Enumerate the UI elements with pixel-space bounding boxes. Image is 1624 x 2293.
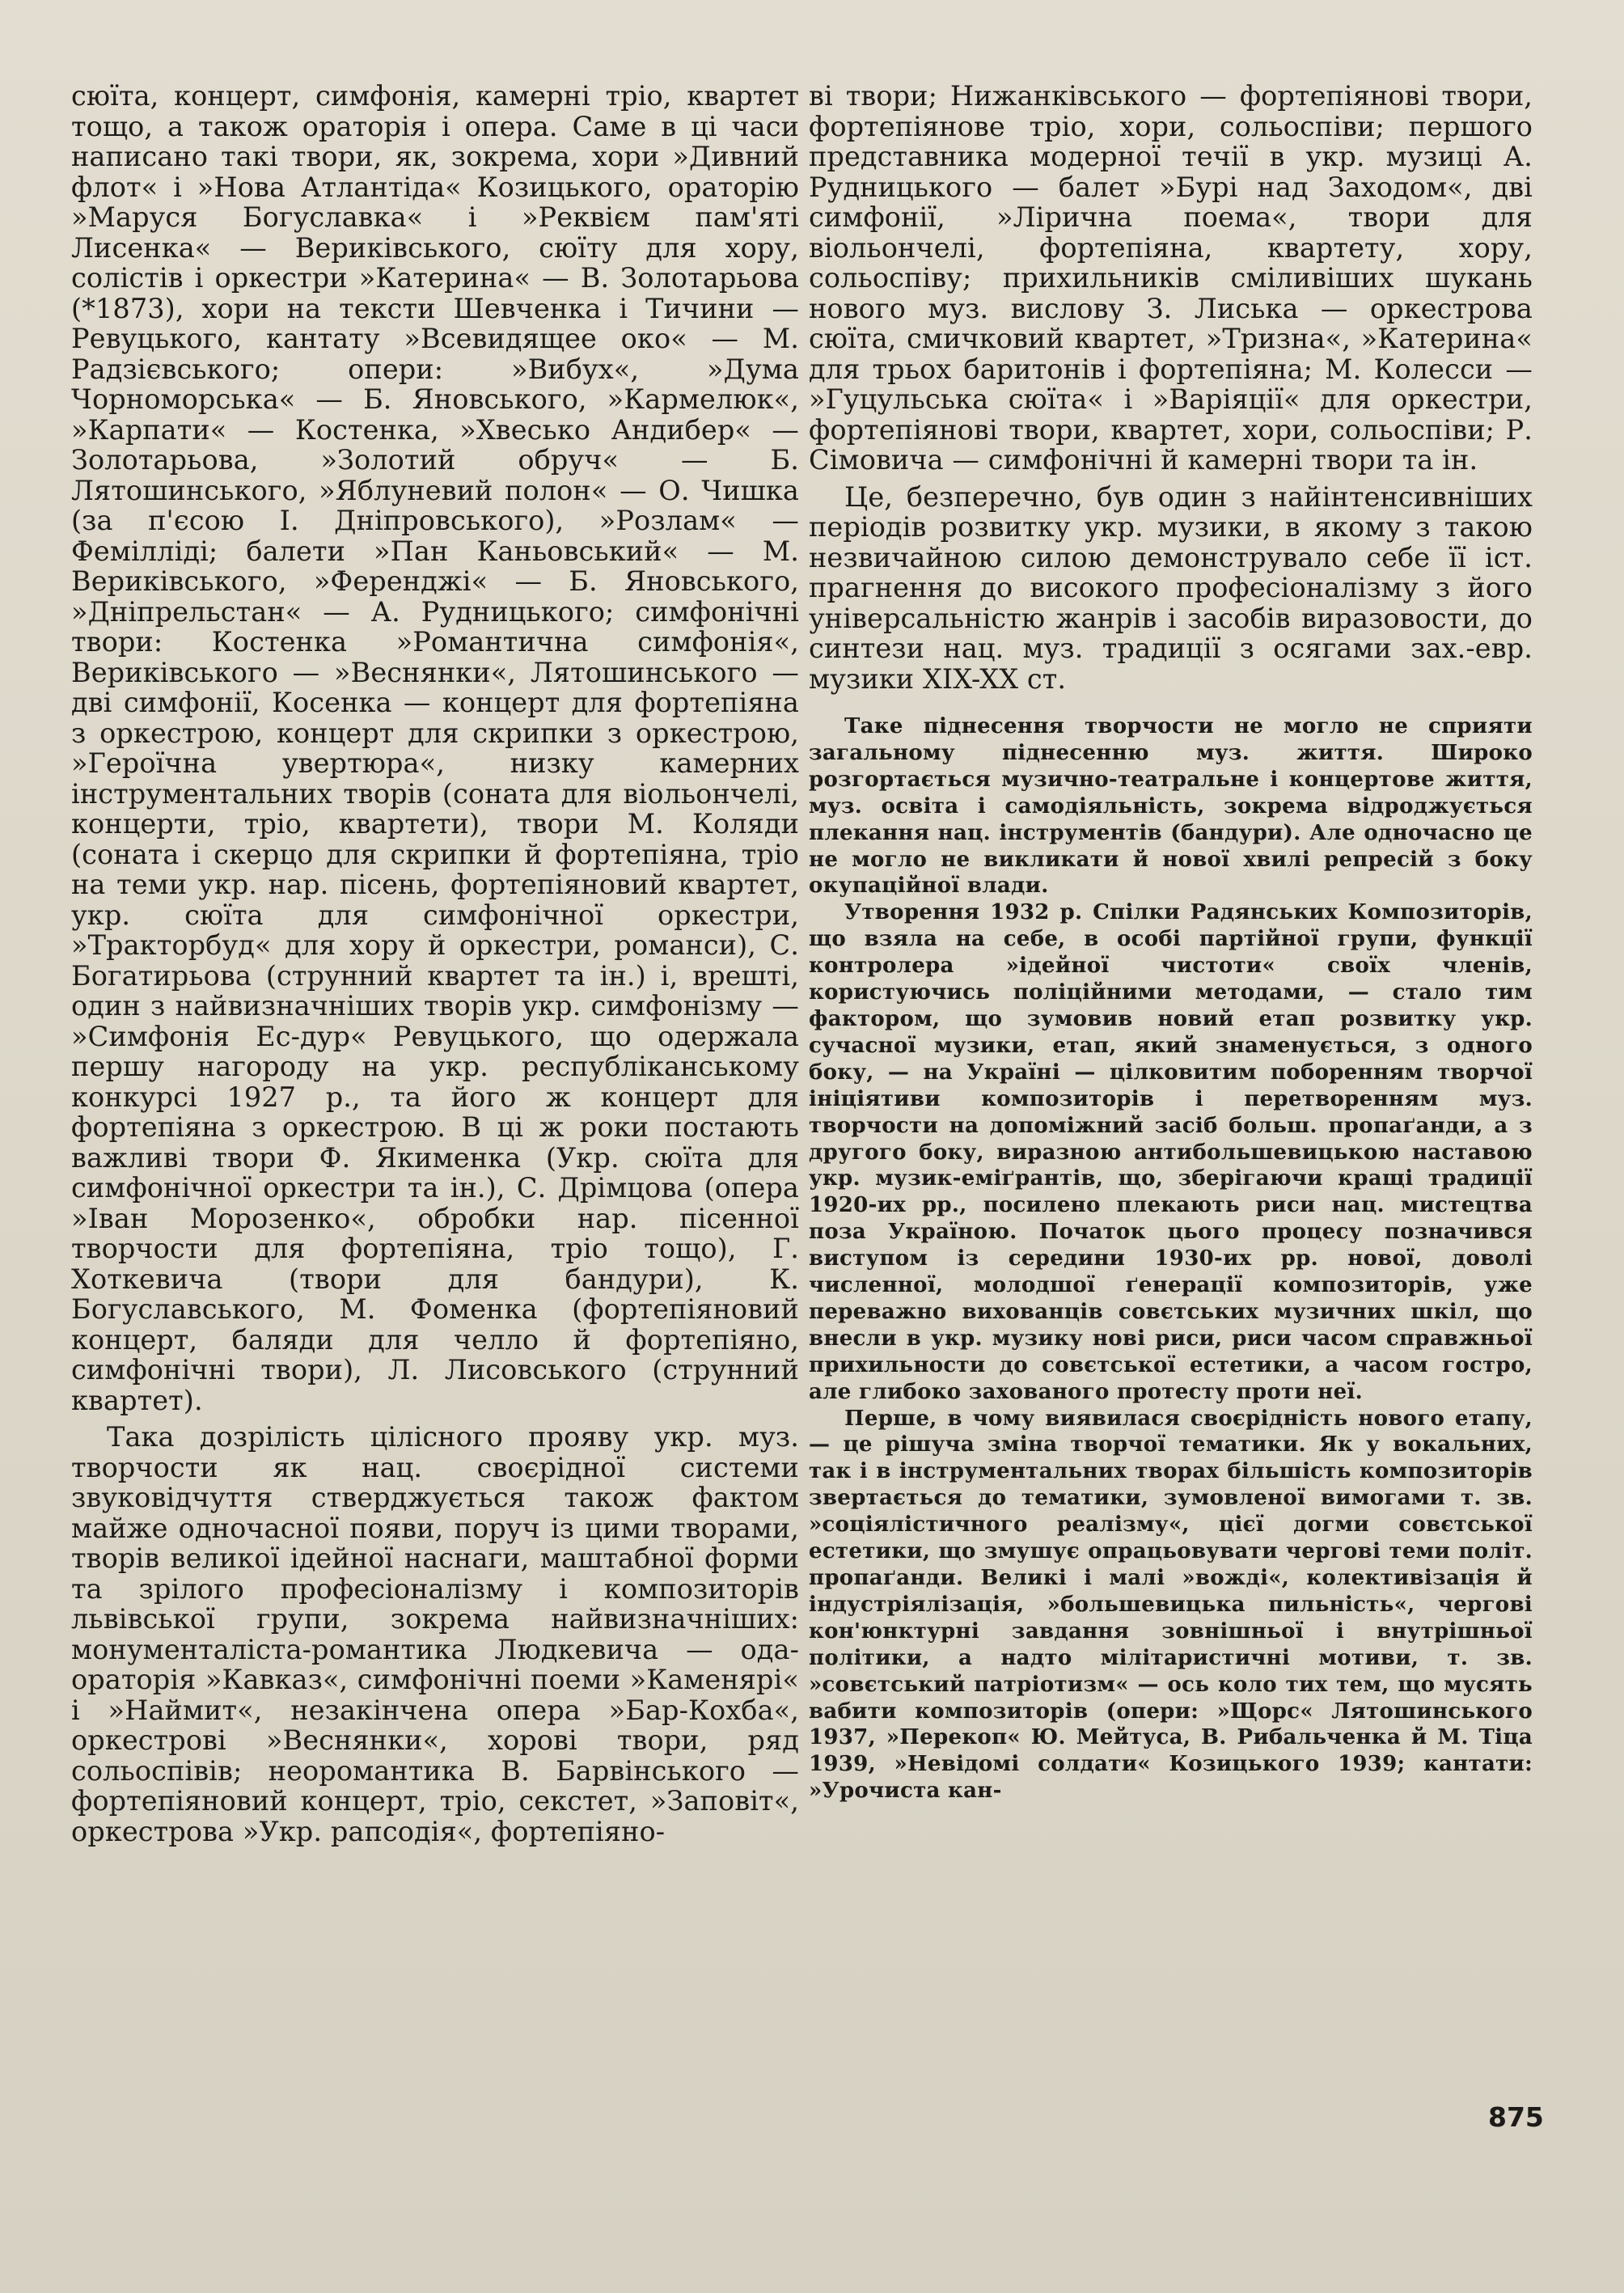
small-paragraph-3: Перше, в чому виявилася своєрідність нового етапу, — це рішуча зміна творчої тематики. Як у вокальних, так і в інструментальних творах більшість композиторів звертається до тематики, зумовленої вимогами т. зв. »соціялістичного реалізму«, цієї догми совєтської естетики, що змушує опрацьовувати чергові теми політ. пропаґанди. Великі і малі »вожді«, колективізація й індустріялізація, »большевицька пильність«, чергові кон'юнктурні завдання зовнішньої і внутрішньої політики, а надто мілітаристичні мотиви, т. зв. »совєтський патріотизм« — ось коло тих тем, що мусять вабити композиторів (опери: »Щорс« Лятошинського 1937, »Перекоп« Ю. Мейтуса, В. Рибальченка й М. Тіца 1939, »Невідомі солдати« Козицького 1939; кантати: »Урочиста кан- — [809, 1406, 1533, 1804]
right-paragraph-2: Це, безперечно, був один з найінтенсивніших періодів розвитку укр. музики, в якому з такою незвичайною силою демонструвало себе її іст. прагнення до високого професіоналізму з його універсальністю жанрів і засобів виразовости, до синтези нац. муз. традиції з осягами зах.-евр. музики XIX-XX ст. — [809, 480, 1533, 695]
small-paragraph-2: Утворення 1932 р. Спілки Радянських Композиторів, що взяла на себе, в особі партійної групи, функції контролера »ідейної чистоти« своїх членів, користуючись поліційними методами, — стало тим фактором, що зумовив новий етап розвитку укр. сучасної музики, етап, який знаменується, з одного боку, — на Україні — цілковитим поборенням творчої ініціятиви композиторів і перетворенням муз. творчости на допоміжний засіб больш. пропаґанди, а з другого боку, виразною антибольшевицькою наставою укр. музик-еміґрантів, що, зберігаючи кращі традиції 1920-их рр., посилено плекають риси нац. мистецтва поза Україною. Початок цього процесу позначився виступом із середини 1930-их рр. нової, доволі численної, молодшої ґенерації композиторів, уже переважно вихованців совєтських музичних шкіл, що внесли в укр. музику нові риси, риси часом справжньої прихильности до совєтської естетики, а часом гостро, але глибоко захованого протесту проти неї. — [809, 900, 1533, 1404]
right-paragraph-1: ві твори; Нижанківського — фортепіянові твори, фортепіянове тріо, хори, сольоспіви; першого представника модерної течії в укр. музиці А. Рудницького — балет »Бурі над Заходом«, дві симфонії, »Лірична поема«, твори для віольончелі, фортепіяна, квартету, хору, сольоспіву; прихильників сміливіших шукань нового муз. вислову З. Лиська — оркестрова сюїта, смичковий квартет, »Тризна«, »Катерина« для трьох баритонів і фортепіяна; М. Колесси — »Гуцульська сюїта« і »Варіяції« для оркестри, фортепіянові твори, квартет, хори, сольоспіви; Р. Сімовича — симфонічні й камерні твори та ін. — [809, 80, 1533, 476]
small-print-section — [809, 713, 1533, 1804]
left-paragraph-1: сюїта, концерт, симфонія, камерні тріо, квартет тощо, а також ораторія і опера. Саме в ці часи написано такі твори, як, зокрема, хори »Дивний флот« і »Нова Атлантіда« Козицького, ораторію »Маруся Богуславка« і »Реквієм пам'яті Лисенка« — Вериківського, сюїту для хору, солістів і оркестри »Катерина« — В. Золотарьова (*1873), хори на тексти Шевченка і Тичини — Ревуцького, кантату »Всевидящее око« — М. Радзієвського; опери: »Вибух«, »Дума Чорноморська« — Б. Яновського, »Кармелюк«, »Карпати« — Костенка, »Хвесько Андибер« — Золотарьова, »Золотий обруч« — Б. Лятошинського, »Яблуневий полон« — О. Чишка (за п'єсою І. Дніпровського), »Розлам« — Фемілліді; балети »Пан Каньовський« — М. Вериківського, »Ференджі« — Б. Яновського, »Дніпрельстан« — А. Рудницького; симфонічні твори: Костенка »Романтична симфонія«, Вериківського — »Веснянки«, Лятошинського — дві симфонії, Косенка — концерт для фортепіяна з оркестрою, концерт для скрипки з оркестрою, »Героїчна увертюра«, низку камерних інструментальних творів (соната для віольончелі, концерти, тріо, квартети), твори М. Коляди (соната і скерцо для скрипки й фортепіяна, тріо на теми укр. нар. пісень, фортепіяновий квартет, укр. сюїта для симфонічної оркестри, »Тракторбуд« для хору й оркестри, романси), С. Богатирьова (струнний квартет та ін.) і, врешті, один з найвизначніших творів укр. симфонізму — »Симфонія Ес-дур« Ревуцького, що одержала першу нагороду на укр. республіканському конкурсі 1927 р., та його ж концерт для фортепіяна з оркестрою. В ці ж роки постають важливі твори Ф. Якименка (Укр. сюїта для симфонічної оркестри та ін.), С. Дрімцова (опера »Іван Морозенко«, обробки нар. пісенної творчости для фортепіяна, тріо тощо), Г. Хоткевича (твори для бандури), К. Богуславського, М. Фоменка (фортепіяновий концерт, баляди для челло й фортепіяно, симфонічні твори), Л. Лисовського (струнний квартет). — [71, 80, 799, 1416]
page-number: 875 — [1488, 2101, 1544, 2133]
left-paragraph-2: Така дозрілість цілісного прояву укр. муз. творчости як нац. своєрідної системи звуковідчуття стверджується також фактом майже одночасної появи, поруч із цими творами, творів великої ідейної наснаги, маштабної форми та зрілого професіоналізму і композиторів львівської групи, зокрема найвизначніших: монументаліста-романтика Людкевича — ода-ораторія »Кавказ«, симфонічні поеми »Каменярі« і »Наймит«, незакінчена опера »Бар-Кохба«, оркестрові »Веснянки«, хорові твори, ряд сольоспівів; неоромантика В. Барвінського — фортепіяновий концерт, тріо, секстет, »Заповіт«, оркестрова »Укр. рапсодія«, фортепіяно- — [71, 1421, 799, 1847]
small-paragraph-1: Таке піднесення творчости не могло не сприяти загальному піднесенню муз. життя. Широко розгортається музично-театральне і концертове життя, муз. освіта і самодіяльність, зокрема відроджується плекання нац. інструментів (бандури). Але одночасно це не могло не викликати й нової хвилі репресій з боку окупаційної влади. — [809, 714, 1533, 899]
left-column — [71, 81, 799, 1847]
right-column — [809, 81, 1533, 1804]
